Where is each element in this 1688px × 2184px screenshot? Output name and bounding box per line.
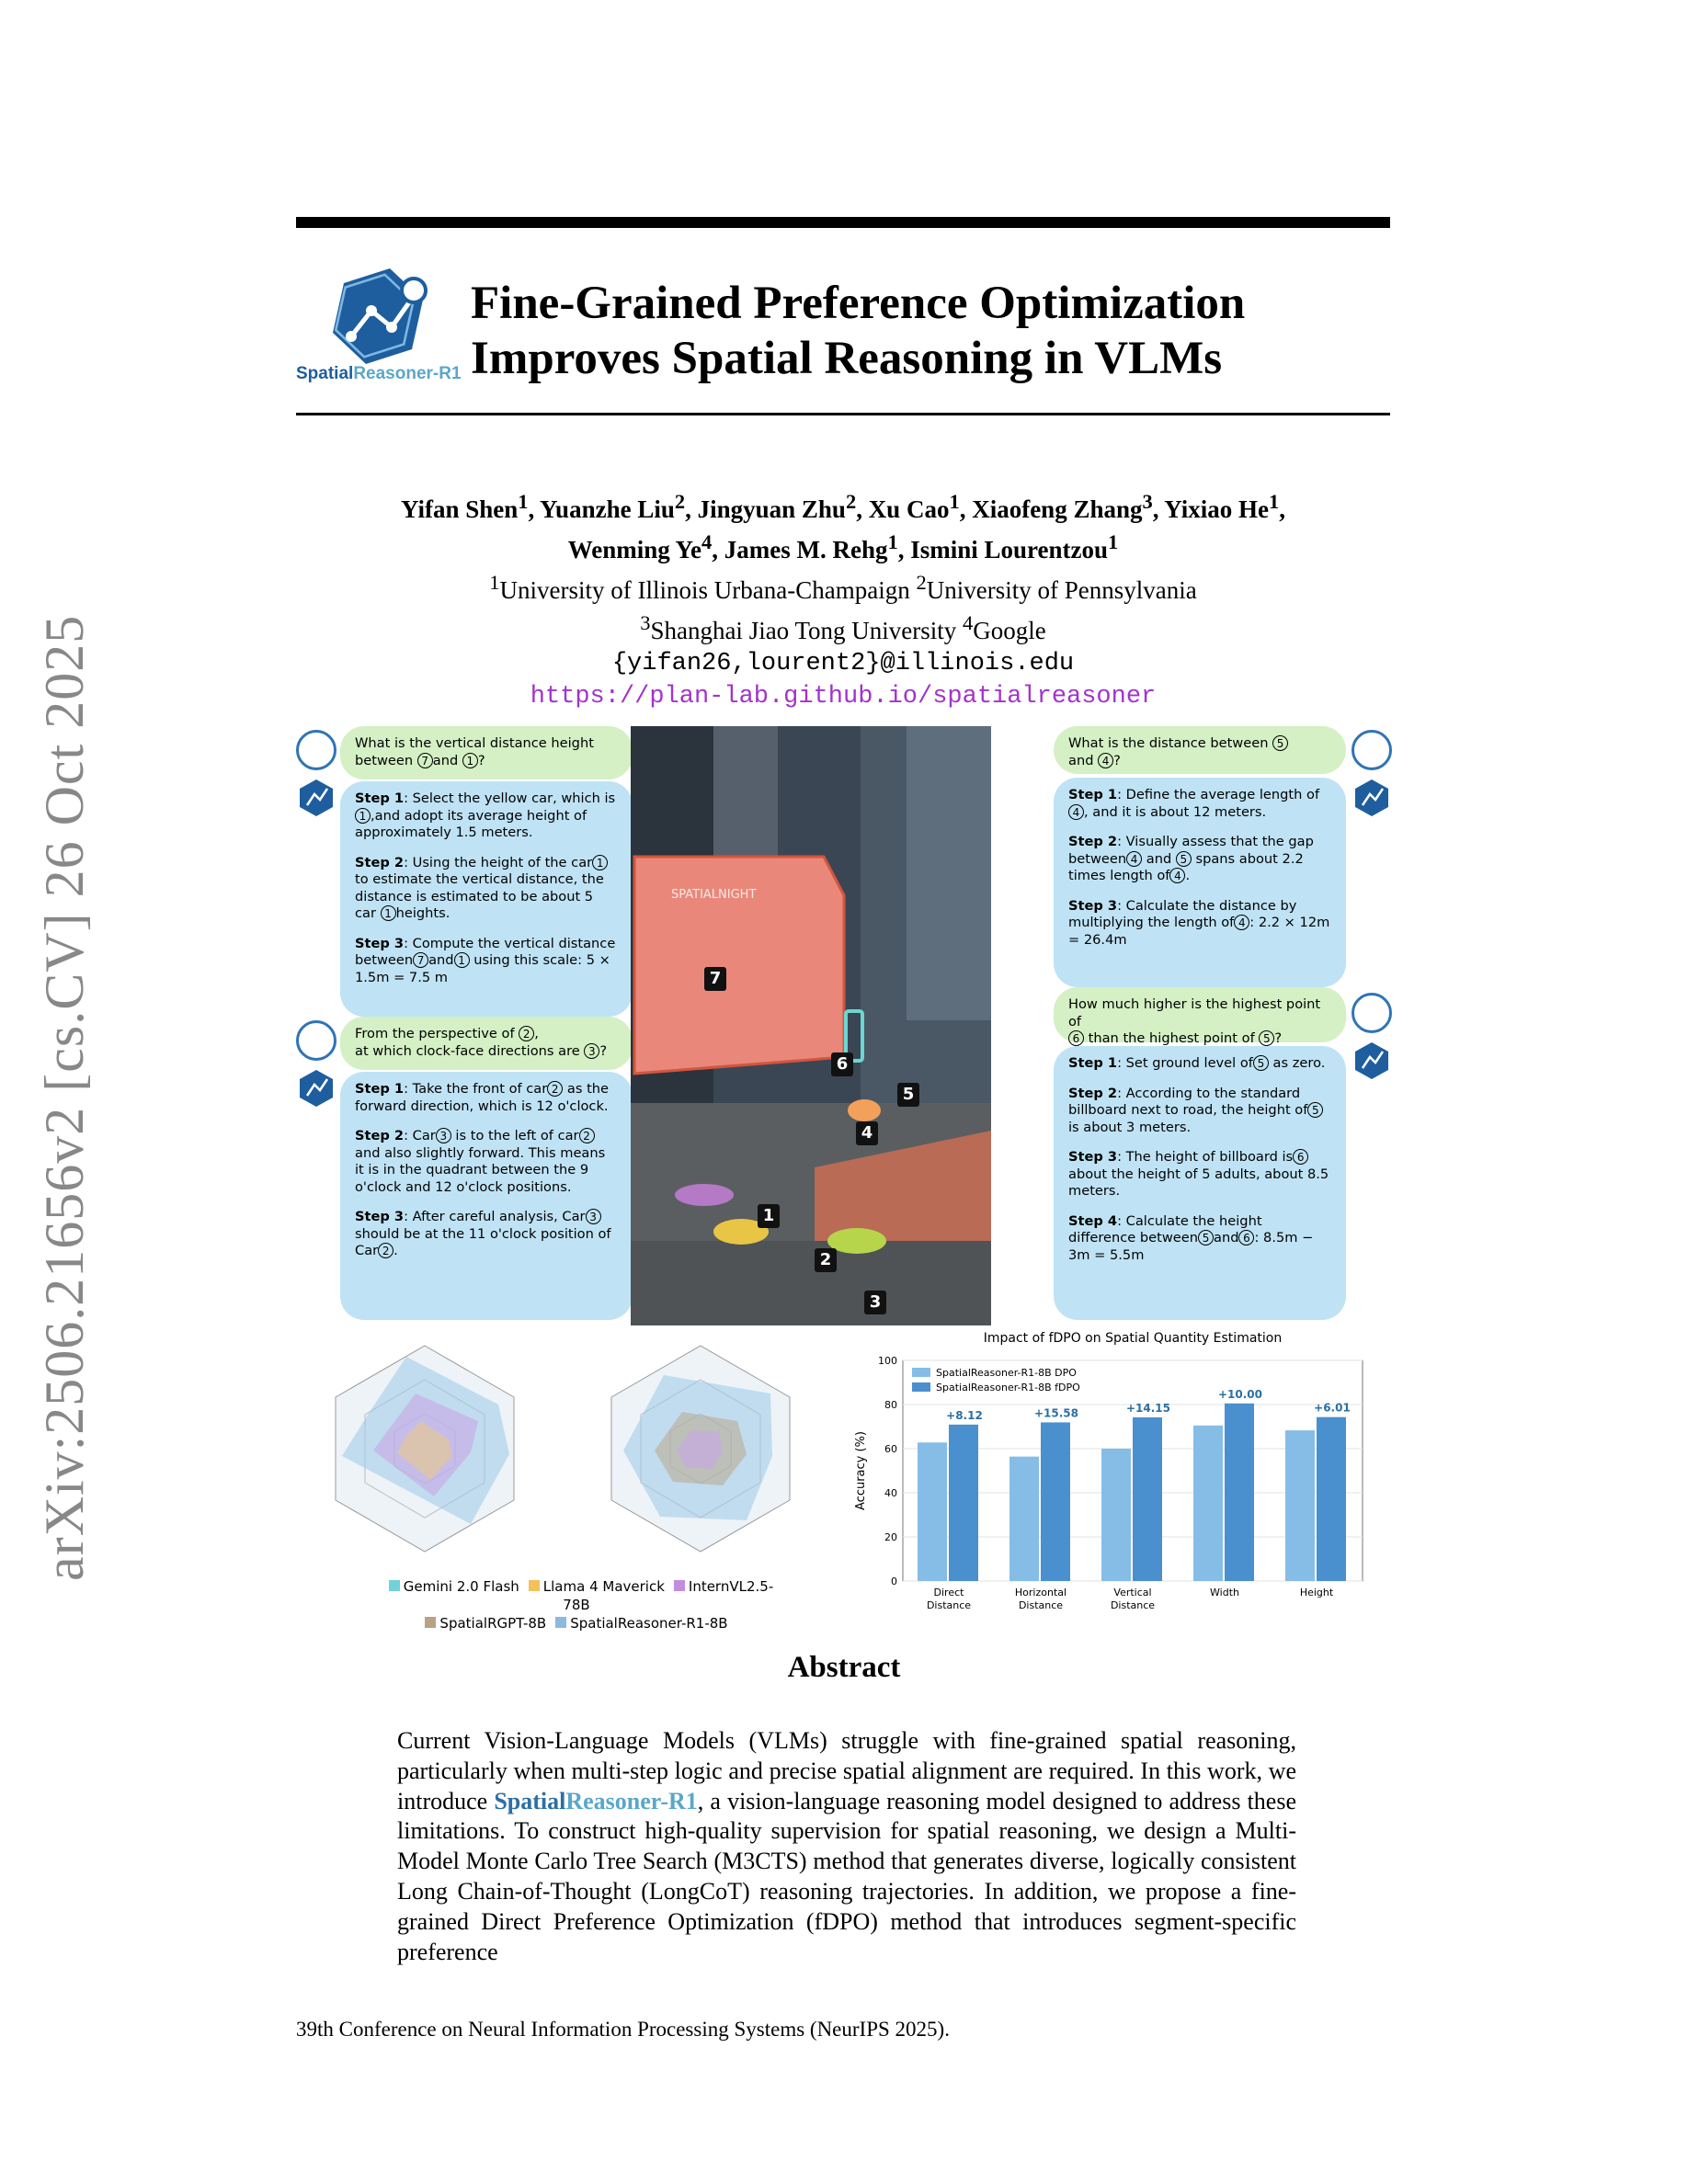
sign-text: SPATIALNIGHT xyxy=(671,888,757,902)
x-tick-label: Horizontal xyxy=(1014,1587,1067,1598)
y-tick-label: 100 xyxy=(878,1355,897,1367)
radar-legend-item: Llama 4 Maverick xyxy=(529,1578,665,1595)
radar-chart-2 xyxy=(572,1329,829,1577)
teaser-figure xyxy=(296,726,1390,1632)
legend-swatch xyxy=(912,1368,930,1377)
y-tick-label: 40 xyxy=(884,1487,897,1499)
question-bubble-1: What is the vertical distance height between 7 and 1 ? xyxy=(340,726,633,779)
radar-legend-item: SpatialRGPT-8B xyxy=(425,1615,546,1632)
user-avatar-icon xyxy=(296,730,336,770)
reasoning-step: Step 2: Using the height of the car 1 to estimate the vertical distance, the distance is estimated to be about 5 car 1 heights. xyxy=(355,855,618,923)
gain-label: +8.12 xyxy=(946,1408,983,1422)
radar-legend-item: InternVL2.5-78B xyxy=(563,1578,774,1613)
radar-legend-item: SpatialReasoner-R1-8B xyxy=(555,1615,727,1632)
gain-label: +14.15 xyxy=(1125,1401,1171,1415)
model-avatar-icon xyxy=(296,778,336,818)
abstract-heading: Abstract xyxy=(787,1651,901,1684)
affiliation-line-1: $^1$University of Illinois Urbana-Champaign $^2$University of Pennsylvania xyxy=(489,571,1197,604)
x-tick-label: Direct xyxy=(933,1587,964,1598)
x-tick-label: Height xyxy=(1299,1587,1334,1598)
abstract-text: Current Vision-Language Models (VLMs) struggle with fine-grained spatial reasoning, particularly when multi-step logic and precise spatial alignment are required. In this work, we introduce SpatialReasoner-R1, a vision-language reasoning model designed to address these limitations. To construct high-quality supervision for spatial reasoning, we design a Multi-Model Monte Carlo Tree Search (M3CTS) method that generates diverse, logically consistent Long Chain-of-Thought (LongCoT) reasoning trajectories. In addition, we propose a fine-grained Direct Preference Optimization (fDPO) method that introduces segment-specific preference xyxy=(397,1727,1296,1965)
author-line-1: Yifan Shen$^1$, Yuanzhe Liu$^2$, Jingyuan Zhu$^2$, Xu Cao$^1$, Xiaofeng Zhang$^3$, Yixiao He$^1$, xyxy=(400,490,1285,523)
legend-swatch xyxy=(912,1382,930,1392)
image-marker-7: 7 xyxy=(704,967,726,991)
bar-fdpo xyxy=(1133,1417,1162,1581)
author-line-2: Wenming Ye$^4$, James M. Rehg$^1$, Ismini Lourentzou$^1$ xyxy=(567,530,1119,563)
question-bubble-3: What is the distance between 5 and 4 ? xyxy=(1054,726,1346,774)
x-tick-label: Width xyxy=(1210,1587,1239,1598)
y-tick-label: 20 xyxy=(884,1531,897,1543)
author-name: James M. Rehg xyxy=(724,536,888,563)
email: {yifan26,lourent2}@illinois.edu xyxy=(611,650,1075,677)
y-tick-label: 60 xyxy=(884,1443,897,1455)
author-name: Xu Cao xyxy=(868,495,950,523)
radar-legend xyxy=(388,1577,774,1632)
arxiv-identifier: arXiv:2506.21656v2 [cs.CV] 26 Oct 2025 xyxy=(34,614,95,1581)
affiliation-line-2: $^3$Shanghai Jiao Tong University $^4$Google xyxy=(640,611,1046,644)
reasoning-step: Step 3: Compute the vertical distance between 7 and 1 using this scale: 5 × 1.5m = 7.5 m xyxy=(355,935,616,985)
y-tick-label: 0 xyxy=(891,1575,897,1587)
model-avatar-icon xyxy=(296,1068,336,1109)
image-marker-5: 5 xyxy=(897,1083,919,1107)
bar-dpo xyxy=(1193,1426,1223,1581)
author-name: Wenming Ye xyxy=(567,536,701,563)
image-marker-4: 4 xyxy=(856,1121,878,1145)
reasoning-step: Step 3: The height of billboard is 6 about the height of 5 adults, about 8.5 meters. xyxy=(1068,1149,1329,1199)
author-name: Yifan Shen xyxy=(400,495,519,523)
answer-bubble-3 xyxy=(1054,778,1346,987)
answer-bubble-1 xyxy=(340,781,633,1017)
bar-dpo xyxy=(918,1442,947,1581)
author-name: Yuanzhe Liu xyxy=(540,495,675,523)
bar-dpo xyxy=(1009,1457,1039,1581)
title-rule-top xyxy=(296,217,1390,228)
project-link[interactable]: https://plan-lab.github.io/spatialreasoner xyxy=(530,683,1157,711)
reasoning-step: Step 1: Select the yellow car, which is1 ,and adopt its average height of approximately 1.5 meters. xyxy=(355,791,616,840)
gain-label: +6.01 xyxy=(1314,1401,1351,1415)
answer-bubble-4 xyxy=(1054,1046,1346,1320)
model-avatar-icon xyxy=(1352,778,1392,818)
reasoning-step: Step 3: After careful analysis, Car 3 should be at the 11 o'clock position of Car 2 . xyxy=(355,1209,611,1258)
footer-note: 39th Conference on Neural Information Processing Systems (NeurIPS 2025). xyxy=(296,2018,950,2041)
reasoning-step: Step 1: Define the average length of4 , and it is about 12 meters. xyxy=(1068,787,1320,820)
bar-fdpo xyxy=(1317,1417,1346,1581)
radar-chart-1 xyxy=(296,1329,553,1577)
reasoning-step: Step 3: Calculate the distance by multiplying the length of 4 : 2.2 × 12m = 26.4m xyxy=(1068,897,1330,948)
author-name: Ismini Lourentzou xyxy=(910,536,1109,563)
radar-legend-item: Gemini 2.0 Flash xyxy=(389,1578,519,1595)
x-tick-label: Distance xyxy=(926,1599,972,1609)
x-tick-label: Distance xyxy=(1018,1599,1064,1609)
street-scene-image xyxy=(631,726,991,1325)
image-marker-3: 3 xyxy=(864,1291,886,1314)
reasoning-step: Step 1: Set ground level of 5 as zero. xyxy=(1068,1055,1326,1071)
bar-chart xyxy=(848,1325,1390,1609)
y-tick-label: 80 xyxy=(884,1399,897,1411)
user-avatar-icon xyxy=(1352,730,1392,770)
author-name: Jingyuan Zhu xyxy=(697,495,846,523)
bar-fdpo xyxy=(1041,1422,1070,1581)
user-avatar-icon xyxy=(1352,993,1392,1033)
author-block xyxy=(296,485,1390,713)
chart-title: Impact of fDPO on Spatial Quantity Estimation xyxy=(983,1331,1283,1346)
reasoning-step: Step 1: Take the front of car 2 as the forward direction, which is 12 o'clock. xyxy=(355,1081,610,1114)
model-avatar-icon xyxy=(1352,1041,1392,1081)
x-tick-label: Distance xyxy=(1110,1599,1156,1609)
street-scene-illustration xyxy=(631,726,991,1325)
question-bubble-4: How much higher is the highest point of 6 than the highest point of 5 ? xyxy=(1054,987,1346,1042)
image-marker-2: 2 xyxy=(815,1248,837,1272)
logo-text: SpatialReasoner-R1 xyxy=(296,364,462,383)
reasoning-step: Step 2: Car 3 is to the left of car 2 and also slightly forward. This means it is in the quadrant between the 9 o'clock and 12 o'clock positions. xyxy=(355,1128,606,1195)
image-marker-6: 6 xyxy=(831,1052,853,1076)
paper-title: Fine-Grained Preference Optimization Improves Spatial Reasoning in VLMs xyxy=(471,278,1246,384)
answer-bubble-2 xyxy=(340,1072,633,1320)
author-name: Xiaofeng Zhang xyxy=(972,495,1143,523)
bar-dpo xyxy=(1285,1430,1315,1581)
bar-fdpo xyxy=(949,1425,978,1581)
image-marker-1: 1 xyxy=(758,1204,780,1228)
bar-fdpo xyxy=(1225,1404,1254,1581)
y-axis-label: Accuracy (%) xyxy=(854,1431,868,1510)
reasoning-step: Step 2: Visually assess that the gap between 4 and 5 spans about 2.2 times length of 4 . xyxy=(1068,834,1314,883)
gain-label: +10.00 xyxy=(1217,1387,1263,1401)
question-bubble-2: From the perspective of 2 , at which clock-face directions are 3 ? xyxy=(340,1017,633,1070)
author-name: Yixiao He xyxy=(1164,495,1269,523)
x-tick-label: Vertical xyxy=(1113,1587,1152,1598)
legend-label: SpatialReasoner-R1-8B DPO xyxy=(936,1367,1077,1379)
bar-dpo xyxy=(1101,1449,1131,1581)
gain-label: +15.58 xyxy=(1033,1406,1079,1420)
reasoning-step: Step 4: Calculate the height difference between 5 and 6 : 8.5m − 3m = 5.5m xyxy=(1068,1212,1314,1263)
reasoning-step: Step 2: According to the standard billboard next to road, the height of 5 is about 3 meters. xyxy=(1068,1086,1331,1137)
legend-label: SpatialReasoner-R1-8B fDPO xyxy=(936,1382,1080,1393)
user-avatar-icon xyxy=(296,1020,336,1061)
title-rule-bottom xyxy=(296,413,1390,415)
